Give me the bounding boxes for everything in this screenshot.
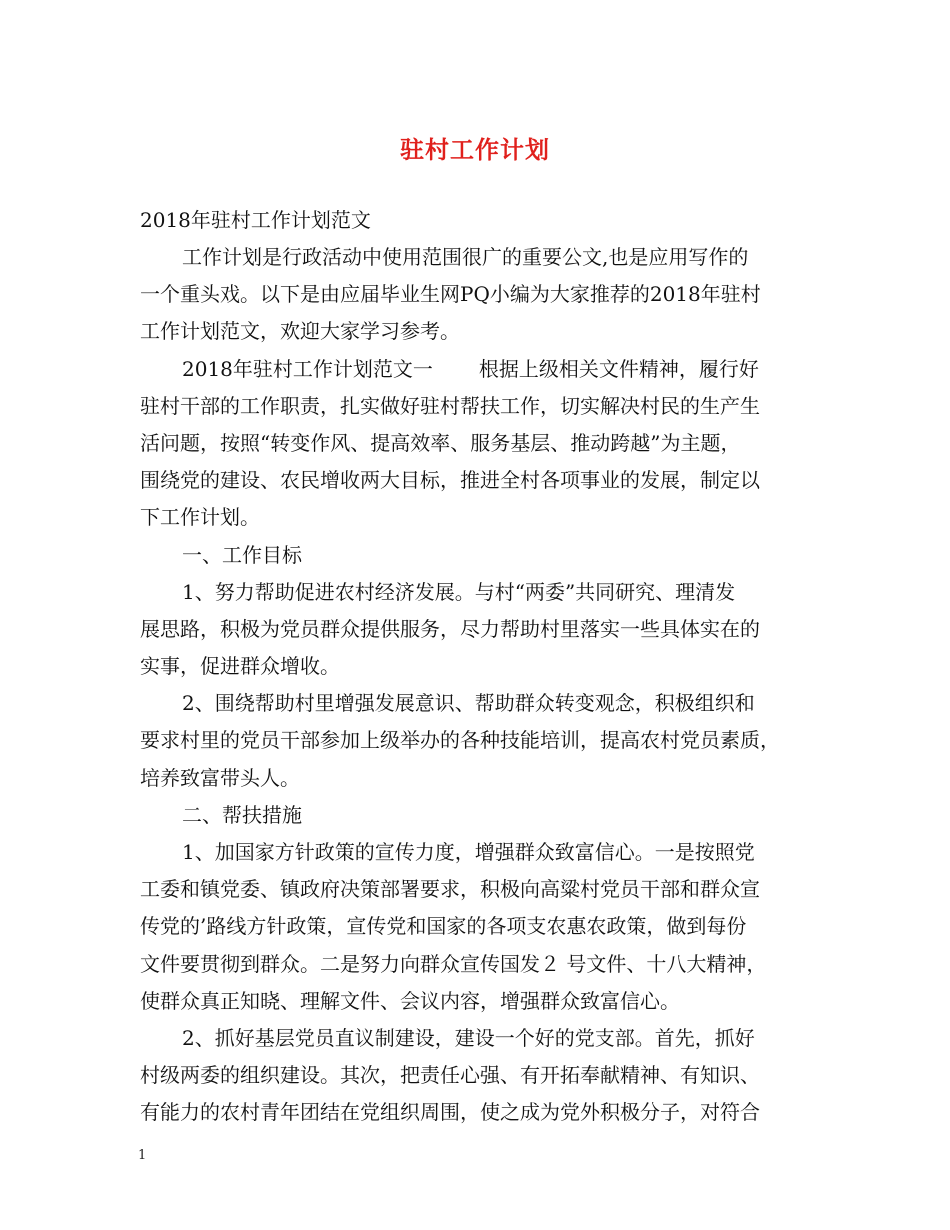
paragraph-line: 文件要贯彻到群众。二是努力向群众宣传国发２ 号文件、十八大精神，	[140, 951, 767, 976]
paragraph-line: 驻村干部的工作职责，扎实做好驻村帮扶工作，切实解决村民的生产生	[140, 393, 760, 418]
section-heading-inline: 2018年驻村工作计划范文一	[182, 356, 433, 381]
paragraph	[140, 239, 830, 351]
paragraph-line: 村级两委的组织建设。其次，把责任心强、有开拓奉献精神、有知识、	[140, 1063, 760, 1088]
paragraph-line: 工作计划范文，欢迎大家学习参考。	[140, 319, 460, 344]
document-body	[140, 202, 830, 1132]
paragraph-line: 有能力的农村青年团结在党组织周围，使之成为党外积极分子，对符合	[140, 1100, 760, 1125]
paragraph-line: 围绕党的建设、农民增收两大目标，推进全村各项事业的发展，制定以	[140, 468, 760, 493]
paragraph-line: 下工作计划。	[140, 505, 260, 530]
document-subtitle: 2018年驻村工作计划范文	[140, 208, 371, 232]
paragraph-line: 1、努力帮助促进农村经济发展。与村“两委”共同研究、理清发	[182, 579, 736, 604]
section-heading-text: 二、帮扶措施	[182, 802, 302, 827]
paragraph	[140, 834, 830, 1020]
paragraph-line: 活问题，按照“转变作风、提高效率、服务基层、推动跨越”为主题，	[140, 430, 741, 455]
paragraph	[140, 1020, 830, 1132]
paragraph-line: 要求村里的党员干部参加上级举办的各种技能培训，提高农村党员素质，	[140, 728, 780, 753]
section-heading-text: 一、工作目标	[182, 542, 302, 567]
paragraph-line: 1、加国家方针政策的宣传力度，增强群众致富信心。一是按照党	[182, 840, 755, 864]
paragraph	[140, 685, 830, 797]
paragraph-line: 实事，促进群众增收。	[140, 654, 340, 679]
section-heading	[140, 797, 830, 834]
section-heading	[140, 537, 830, 574]
paragraph-line: 展思路，积极为党员群众提供服务，尽力帮助村里落实一些具体实在的	[140, 616, 760, 641]
paragraph-line: 使群众真正知晓、理解文件、会议内容，增强群众致富信心。	[140, 988, 680, 1013]
paragraph	[140, 574, 830, 686]
paragraph-line: 一个重头戏。以下是由应届毕业生网PQ小编为大家推荐的2018年驻村	[140, 282, 761, 307]
paragraph-line: 2、围绕帮助村里增强发展意识、帮助群众转变观念，积极组织和	[182, 691, 755, 716]
paragraph-line: 工委和镇党委、镇政府决策部署要求，积极向高粱村党员干部和群众宣	[140, 877, 760, 902]
paragraph-line: 工作计划是行政活动中使用范围很广的重要公文,也是应用写作的	[182, 245, 749, 269]
paragraph-line: 传党的’路线方针政策，宣传党和国家的各项支农惠农政策，做到每份	[140, 914, 747, 939]
document-title: 驻村工作计划	[400, 135, 550, 164]
paragraph-line-text: 根据上级相关文件精神，履行好	[478, 356, 759, 381]
paragraph-line: 2、抓好基层党员直议制建设，建设一个好的党支部。首先，抓好	[182, 1025, 755, 1050]
paragraph	[140, 351, 830, 537]
paragraph-line	[140, 351, 830, 388]
paragraph-line: 培养致富带头人。	[140, 765, 300, 790]
page-number: 1	[138, 1148, 147, 1163]
